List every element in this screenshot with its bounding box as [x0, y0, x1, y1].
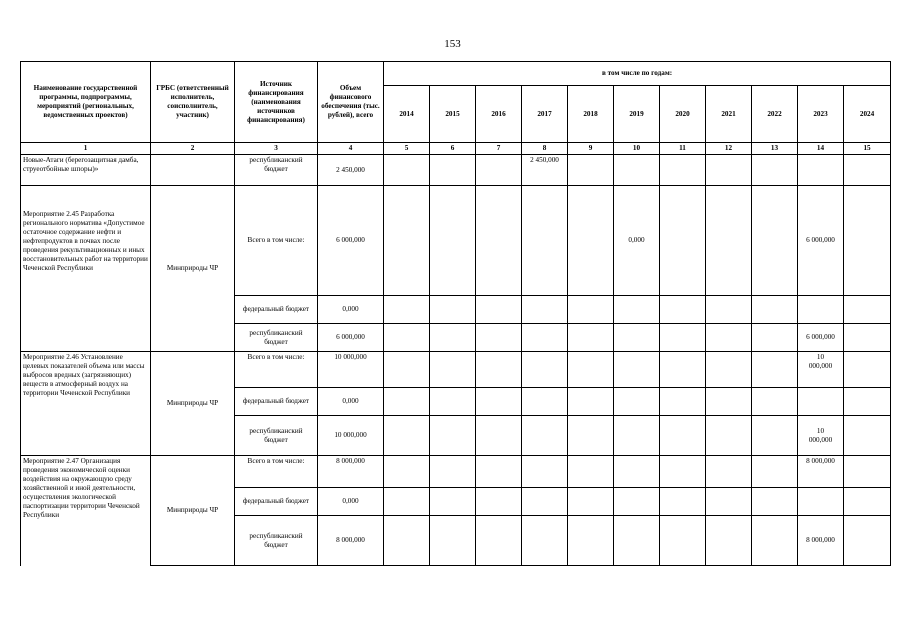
column-number: 8	[522, 143, 568, 155]
table-row	[21, 186, 891, 296]
page-number: 153	[444, 38, 461, 50]
column-number: 1	[21, 143, 151, 155]
source-cell: республиканский бюджет	[235, 155, 318, 186]
source-cell: республиканский бюджет	[235, 324, 318, 352]
header-year: 2017	[522, 86, 568, 143]
table-row	[21, 456, 891, 488]
source-cell: Всего в том числе:	[235, 186, 318, 296]
total-cell: 10 000,000	[318, 416, 384, 456]
source-cell: республиканский бюджет	[235, 416, 318, 456]
header-year: 2015	[430, 86, 476, 143]
header-volume: Объем финансового обеспечения (тыс. рублей), всего	[318, 62, 384, 143]
header-name: Наименование государственной программы, подпрограммы, мероприятий (региональных, ведомственных проектов)	[21, 62, 151, 143]
column-number: 14	[798, 143, 844, 155]
source-cell: Всего в том числе:	[235, 352, 318, 388]
year-value: 6 000,000	[806, 333, 835, 341]
table-row	[21, 155, 891, 186]
grbs-cell	[151, 155, 235, 186]
header-grbs: ГРБС (ответственный исполнитель, соисполнитель, участник)	[151, 62, 235, 143]
column-number: 2	[151, 143, 235, 155]
source-cell: Всего в том числе:	[235, 456, 318, 488]
column-number: 7	[476, 143, 522, 155]
header-year: 2019	[614, 86, 660, 143]
total-cell: 6 000,000	[318, 324, 384, 352]
column-number: 12	[706, 143, 752, 155]
header-year: 2020	[660, 86, 706, 143]
column-number: 4	[318, 143, 384, 155]
column-number: 11	[660, 143, 706, 155]
measure-name: Мероприятие 2.46 Установление целевых показателей объема или массы выбросов вредных (загрязняющих) веществ в атмосферный воздух на территории Чеченской Республики	[21, 352, 151, 456]
column-number-row	[21, 143, 891, 155]
total-cell: 8 000,000	[318, 456, 384, 488]
column-number: 5	[384, 143, 430, 155]
column-number: 9	[568, 143, 614, 155]
year-value: 10 000,000	[808, 353, 833, 370]
year-value-cell	[798, 324, 844, 352]
measure-name: Мероприятие 2.45 Разработка регионального норматива «Допустимое остаточное содержание нефти и нефтепродуктов в почвах после проведения рекультивационных и иных восстановительных работ на территории Чеченской Республики	[21, 186, 151, 352]
year-value-cell	[798, 516, 844, 566]
year-value: 2 450,000	[530, 156, 559, 164]
header-year: 2018	[568, 86, 614, 143]
source-cell: федеральный бюджет	[235, 488, 318, 516]
total-cell: 6 000,000	[318, 186, 384, 296]
table-row	[21, 352, 891, 388]
year-value: 8 000,000	[806, 536, 835, 544]
column-number: 13	[752, 143, 798, 155]
column-number: 3	[235, 143, 318, 155]
year-value-cell	[522, 155, 568, 186]
year-value-cell	[798, 352, 844, 388]
total-cell: 0,000	[318, 388, 384, 416]
header-year: 2016	[476, 86, 522, 143]
column-number: 6	[430, 143, 476, 155]
source-cell: республиканский бюджет	[235, 516, 318, 566]
column-number: 15	[844, 143, 891, 155]
total-cell: 2 450,000	[318, 155, 384, 186]
source-cell: федеральный бюджет	[235, 296, 318, 324]
year-value-cell	[614, 186, 660, 296]
grbs-cell: Минприроды ЧР	[151, 186, 235, 352]
column-number: 10	[614, 143, 660, 155]
year-value-cell	[798, 186, 844, 296]
header-year: 2023	[798, 86, 844, 143]
header-source: Источник финансирования (наименования источников финансирования)	[235, 62, 318, 143]
total-cell: 10 000,000	[318, 352, 384, 388]
measure-name: Мероприятие 2.47 Организация проведения экономической оценки воздействия на окружающую среду хозяйственной и иной деятельности, осуществления экологической паспортизации территории Чеченской Республики	[21, 456, 151, 566]
header-by-years: в том числе по годам:	[384, 62, 891, 86]
year-value: 0,000	[628, 236, 645, 244]
source-cell: федеральный бюджет	[235, 388, 318, 416]
year-value-cell	[798, 416, 844, 456]
year-value: 10 000,000	[808, 426, 833, 444]
total-cell: 0,000	[318, 296, 384, 324]
header-year: 2024	[844, 86, 891, 143]
grbs-cell: Минприроды ЧР	[151, 456, 235, 566]
total-cell: 8 000,000	[318, 516, 384, 566]
financing-table	[20, 61, 891, 566]
header-year: 2022	[752, 86, 798, 143]
header-year: 2014	[384, 86, 430, 143]
year-value-cell	[798, 456, 844, 488]
total-cell: 0,000	[318, 488, 384, 516]
year-value: 8 000,000	[806, 457, 835, 465]
grbs-cell: Минприроды ЧР	[151, 352, 235, 456]
year-value: 6 000,000	[806, 236, 835, 244]
header-year: 2021	[706, 86, 752, 143]
measure-name: Новые-Атаги (берегозащитная дамба, струеотбойные шпоры)»	[21, 155, 151, 186]
